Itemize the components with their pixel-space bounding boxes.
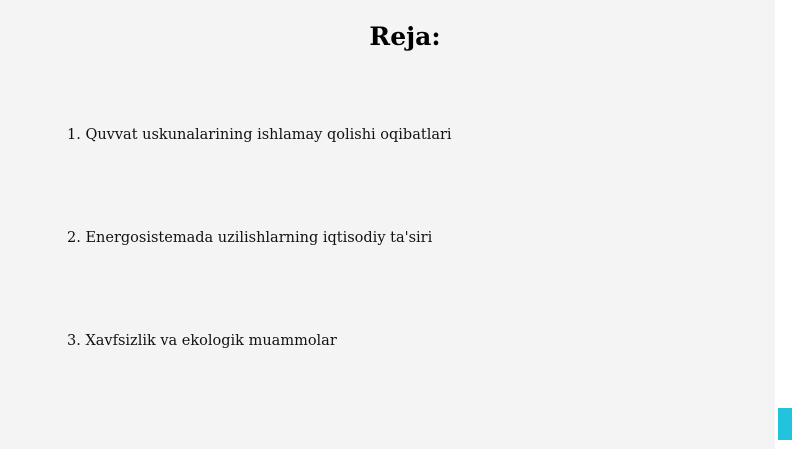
plan-item-2: 2. Energosistemada uzilishlarning iqtisodiy ta'siri bbox=[67, 230, 433, 246]
plan-item-3: 3. Xavfsizlik va ekologik muammolar bbox=[67, 333, 337, 349]
vertical-scrollbar[interactable] bbox=[775, 0, 800, 449]
plan-item-1: 1. Quvvat uskunalarining ishlamay qolishi oqibatlari bbox=[67, 127, 452, 143]
scrollbar-thumb[interactable] bbox=[778, 408, 792, 440]
slide-title: Reja: bbox=[369, 22, 441, 51]
